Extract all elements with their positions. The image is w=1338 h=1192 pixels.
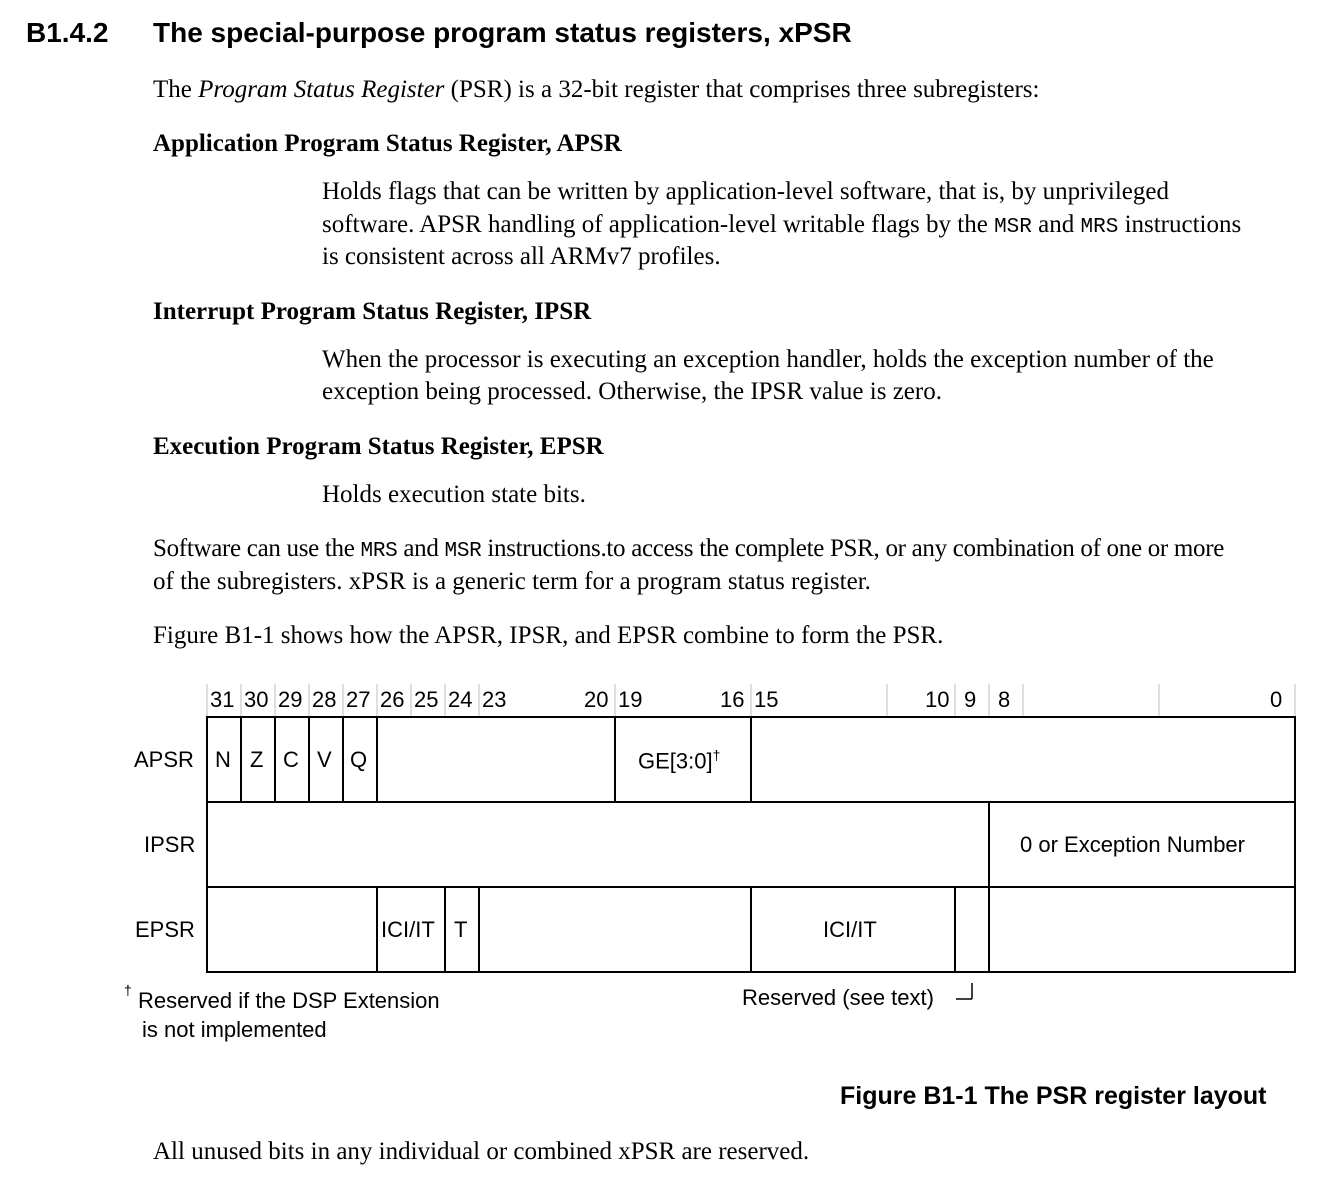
ipsr-desc-line2: exception being processed. Otherwise, the IPSR value is zero. [322, 378, 942, 405]
apsr-desc-line3: is consistent across all ARMv7 profiles. [322, 243, 721, 270]
msr-code-2: MSR [444, 540, 482, 563]
intro-paragraph [153, 73, 1039, 106]
field-ici-it-2: ICI/IT [823, 917, 877, 942]
field-ici-it-1: ICI/IT [381, 917, 435, 942]
bit-19: 19 [618, 687, 643, 712]
mrs-code: MRS [1080, 216, 1119, 239]
bit-26: 26 [380, 687, 405, 712]
apsr-term: Application Program Status Register, APSR [153, 130, 622, 157]
bit-0: 0 [1270, 687, 1283, 712]
row-label-ipsr: IPSR [144, 832, 196, 857]
ipsr-desc-line1: When the processor is executing an exception handler, holds the exception number of the [322, 346, 1214, 373]
dagger-mark: † [712, 747, 721, 763]
apsr-desc-text-b: and [1031, 211, 1081, 238]
bit-25: 25 [414, 687, 439, 712]
apsr-desc-text-a: software. APSR handling of application-level writable flags by the [322, 211, 995, 238]
field-q: Q [350, 747, 368, 772]
closing-paragraph: All unused bits in any individual or combined xPSR are reserved. [153, 1138, 810, 1165]
reserved-note: Reserved (see text) [742, 985, 934, 1010]
intro-prefix: The [153, 76, 199, 103]
bit-8: 8 [998, 687, 1011, 712]
field-z: Z [250, 747, 264, 772]
software-text-b: and [397, 535, 445, 562]
bit-29: 29 [278, 687, 303, 712]
field-c: C [283, 747, 299, 772]
dagger-note-line2: is not implemented [142, 1017, 327, 1042]
mrs-code-2: MRS [360, 540, 398, 563]
bit-20: 20 [584, 687, 609, 712]
bit-24: 24 [448, 687, 473, 712]
field-ge [638, 747, 720, 774]
msr-code: MSR [994, 216, 1032, 239]
bit-9: 9 [964, 687, 977, 712]
field-ge-text: GE[3:0] [638, 748, 713, 774]
field-exception-number: 0 or Exception Number [1020, 832, 1245, 857]
field-n: N [215, 747, 231, 772]
row-label-epsr: EPSR [135, 917, 195, 942]
bit-10: 10 [925, 687, 950, 712]
bit-16: 16 [720, 687, 745, 712]
ipsr-term: Interrupt Program Status Register, IPSR [153, 298, 592, 325]
intro-suffix: (PSR) is a 32-bit register that comprises three subregisters: [444, 76, 1040, 103]
dagger-note-line1: Reserved if the DSP Extension [138, 988, 440, 1013]
bit-31: 31 [210, 687, 235, 712]
dagger-note-mark: † [124, 982, 132, 998]
reserved-pointer [956, 983, 972, 999]
software-para-line2: of the subregisters. xPSR is a generic term for a program status register. [153, 568, 871, 595]
epsr-term: Execution Program Status Register, EPSR [153, 433, 604, 460]
bit-15: 15 [754, 687, 779, 712]
apsr-desc-text-c: instructions [1118, 211, 1242, 238]
bit-28: 28 [312, 687, 337, 712]
section-number: B1.4.2 [26, 17, 109, 48]
epsr-row-box [207, 887, 1295, 972]
section-title: The special-purpose program status registers, xPSR [153, 17, 852, 48]
apsr-desc-line1: Holds flags that can be written by application-level software, that is, by unprivileged [322, 178, 1169, 205]
apsr-desc-line2 [322, 208, 1241, 244]
epsr-desc-line1: Holds execution state bits. [322, 481, 586, 508]
figure-intro: Figure B1-1 shows how the APSR, IPSR, and EPSR combine to form the PSR. [153, 622, 944, 649]
software-text-a: Software can use the [153, 535, 361, 562]
apsr-row-box [207, 717, 1295, 802]
bit-30: 30 [244, 687, 269, 712]
software-para-line1 [153, 532, 1224, 568]
field-v: V [317, 747, 332, 772]
figure-caption: Figure B1-1 The PSR register layout [840, 1082, 1267, 1110]
bit-23: 23 [482, 687, 507, 712]
field-t: T [454, 917, 468, 942]
software-text-c: instructions.to access the complete PSR, or any combination of one or more [481, 535, 1225, 562]
row-label-apsr: APSR [134, 747, 194, 772]
bit-27: 27 [346, 687, 371, 712]
intro-term: Program Status Register [198, 76, 445, 103]
